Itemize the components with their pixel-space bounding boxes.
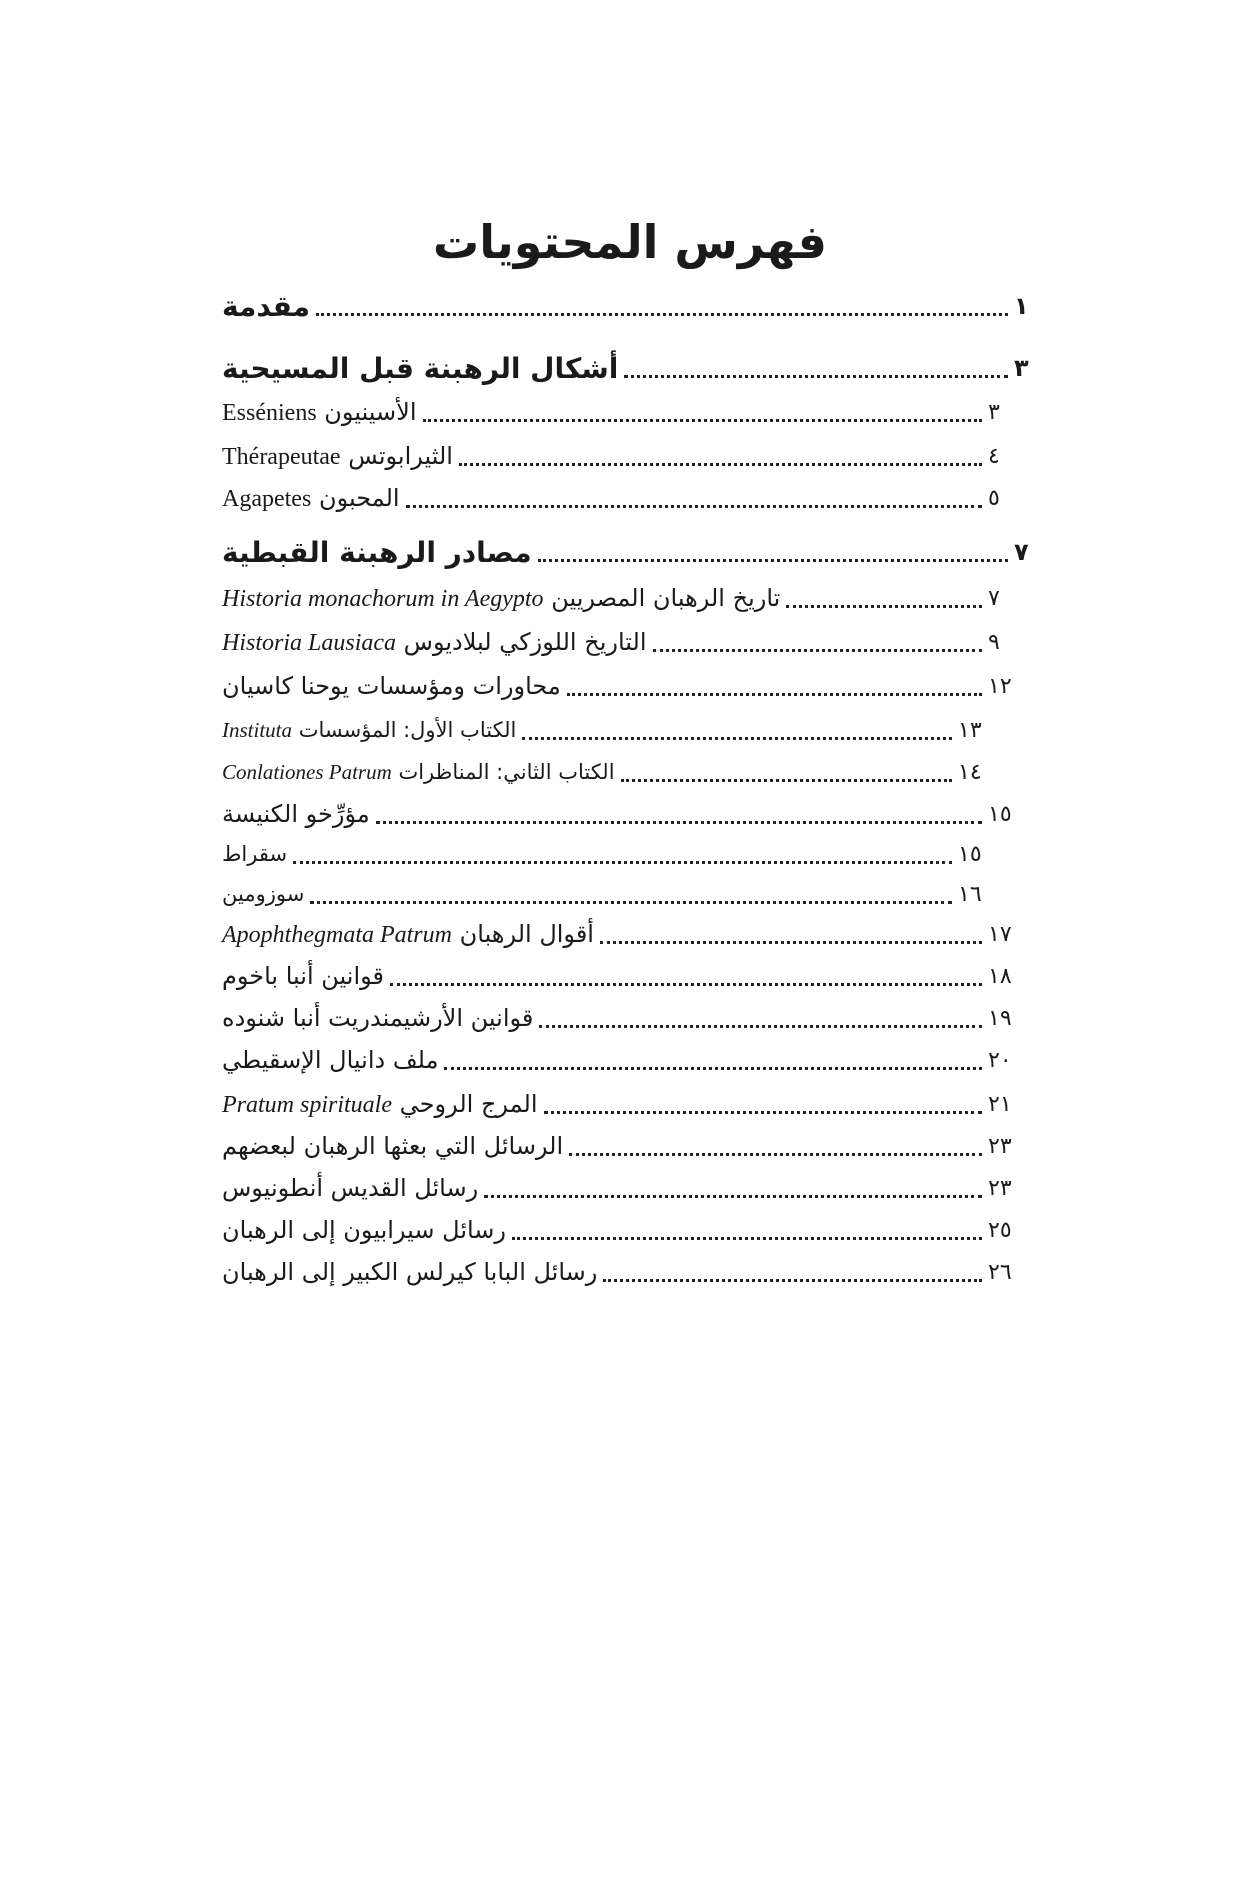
toc-entry-title	[222, 290, 310, 323]
toc-entry-title	[222, 352, 618, 385]
toc-entry-title	[222, 1216, 506, 1244]
toc-entry-title	[222, 842, 287, 866]
toc-entry	[222, 434, 1014, 478]
toc-entry-title	[222, 442, 453, 471]
toc-entry-title-text: قوانين الأرشيمندريت أنبا شنوده	[222, 1004, 534, 1032]
toc-entry	[222, 576, 1014, 620]
toc-entry-title	[222, 962, 384, 990]
toc-entry-title	[222, 920, 594, 949]
toc-entry-title	[222, 1174, 478, 1202]
toc-entry	[222, 912, 1014, 956]
toc-entry	[222, 664, 1014, 708]
toc-entry-title-text: الرسائل التي بعثها الرهبان لبعضهم	[222, 1132, 564, 1160]
toc-entry	[222, 284, 1040, 328]
dot-leader	[406, 505, 982, 508]
toc-entry	[222, 750, 984, 794]
dot-leader	[603, 1279, 982, 1282]
toc-page-number: ١٦	[958, 881, 982, 907]
toc-page-number: ١٤	[958, 759, 982, 785]
page-title: فهرس المحتويات	[432, 215, 827, 269]
dot-leader	[600, 941, 982, 944]
toc-entry-title-text: المحبون	[318, 483, 400, 512]
toc-entry-title-text: التاريخ اللوزكي لبلاديوس	[403, 627, 647, 656]
toc-entry	[222, 1082, 1014, 1126]
toc-entry-title-text: مقدمة	[222, 289, 310, 323]
toc-page-number: ١٣	[958, 717, 982, 743]
dot-leader	[569, 1153, 982, 1156]
toc-entry-title-text: الثيرابوتس	[348, 441, 453, 470]
toc-entry	[222, 1166, 1014, 1210]
dot-leader	[786, 605, 982, 608]
toc-entry-title	[222, 1132, 563, 1160]
toc-entry-title-text: رسائل القديس أنطونيوس	[222, 1174, 479, 1202]
toc-entry-title	[222, 1004, 533, 1032]
toc-entry-title	[222, 398, 417, 427]
dot-leader	[567, 693, 982, 696]
toc-entry	[222, 996, 1014, 1040]
toc-page-number: ٧	[1014, 538, 1029, 566]
toc-entry-title	[222, 1046, 438, 1074]
toc-page-number: ٢٣	[988, 1175, 1012, 1201]
toc-page-number: ٤	[988, 443, 1000, 469]
toc-entry	[222, 476, 1014, 520]
toc-entry-title-text: أشكال الرهبنة قبل المسيحية	[222, 351, 619, 385]
toc-page-number: ٩	[988, 629, 1000, 655]
toc-page-number: ٢٠	[988, 1047, 1012, 1073]
toc-entry-title	[222, 484, 400, 513]
toc-entry-title-text: سوزومين	[222, 882, 305, 906]
toc-entry-title-text: قوانين أنبا باخوم	[222, 962, 384, 990]
toc-entry-latin-title: Historia Lausiaca	[222, 629, 397, 656]
toc-page-number: ٥	[988, 485, 1000, 511]
toc-entry-title	[222, 584, 780, 613]
toc-entry	[222, 390, 1014, 434]
toc-page-number: ٢٣	[988, 1133, 1012, 1159]
toc-entry	[222, 1124, 1014, 1168]
toc-page-number: ١٨	[988, 963, 1012, 989]
dot-leader	[310, 901, 952, 904]
toc-entry	[222, 530, 1040, 574]
toc-page-number: ١	[1014, 292, 1029, 320]
dot-leader	[444, 1067, 982, 1070]
toc-entry-title-text: مؤرِّخو الكنيسة	[222, 800, 370, 828]
toc-entry-title	[222, 760, 615, 785]
toc-entry	[222, 792, 1014, 836]
toc-page-number: ١٧	[988, 921, 1012, 947]
dot-leader	[316, 313, 1008, 316]
dot-leader	[484, 1195, 982, 1198]
toc-page-number: ٣	[1014, 354, 1029, 382]
toc-entry-latin-title: Pratum spirituale	[222, 1091, 393, 1118]
toc-entry	[222, 708, 984, 752]
toc-entry-latin-title: Conlationes Patrum	[222, 759, 392, 784]
toc-entry-latin-title: Thérapeutae	[222, 443, 341, 470]
toc-entry-latin-title: Agapetes	[222, 485, 312, 512]
toc-entry-latin-title: Instituta	[222, 717, 293, 742]
toc-entry	[222, 872, 984, 916]
toc-entry	[222, 1038, 1014, 1082]
toc-entry-title	[222, 1090, 538, 1119]
toc-entry-latin-title: Esséniens	[222, 399, 317, 426]
toc-entry-title-text: سقراط	[222, 842, 288, 866]
toc-entry-title	[222, 672, 561, 700]
toc-entry-latin-title: Historia monachorum in Aegypto	[222, 585, 544, 612]
toc-page-number: ٢٥	[988, 1217, 1012, 1243]
toc-entry-title-text: أقوال الرهبان	[459, 919, 594, 948]
dot-leader	[293, 861, 952, 864]
dot-leader	[423, 419, 982, 422]
toc-page-number: ١٢	[988, 673, 1012, 699]
dot-leader	[459, 463, 982, 466]
dot-leader	[522, 737, 952, 740]
toc-page-number: ٢١	[988, 1091, 1012, 1117]
dot-leader	[390, 983, 982, 986]
toc-entry-title	[222, 718, 516, 743]
dot-leader	[539, 1025, 982, 1028]
dot-leader	[512, 1237, 982, 1240]
toc-page-number: ١٩	[988, 1005, 1012, 1031]
toc-entry-title-text: الكتاب الثاني: المناظرات	[398, 759, 615, 784]
toc-entry-title-text: محاورات ومؤسسات يوحنا كاسيان	[222, 672, 561, 700]
toc-entry	[222, 1208, 1014, 1252]
toc-entry-title	[222, 882, 304, 906]
toc-entry-title-text: مصادر الرهبنة القبطية	[222, 535, 532, 569]
toc-page-number: ٧	[988, 585, 1000, 611]
dot-leader	[653, 649, 982, 652]
toc-entry-title-text: الأسينيون	[324, 397, 417, 426]
dot-leader	[538, 559, 1008, 562]
toc-entry-title-text: رسائل البابا كيرلس الكبير إلى الرهبان	[222, 1258, 598, 1286]
toc-entry	[222, 346, 1040, 390]
toc-entry-title	[222, 800, 370, 828]
toc-entry-title-text: الكتاب الأول: المؤسسات	[298, 717, 517, 742]
toc-entry	[222, 832, 984, 876]
toc-page-number: ٣	[988, 399, 1000, 425]
toc-entry-title	[222, 628, 647, 657]
dot-leader	[624, 375, 1008, 378]
dot-leader	[376, 821, 982, 824]
toc-entry	[222, 620, 1014, 664]
toc-entry-title-text: رسائل سيرابيون إلى الرهبان	[222, 1216, 507, 1244]
dot-leader	[621, 779, 952, 782]
toc-entry-title	[222, 536, 532, 569]
toc-entry-title-text: تاريخ الرهبان المصريين	[551, 583, 781, 612]
toc-entry	[222, 954, 1014, 998]
dot-leader	[544, 1111, 982, 1114]
toc-page-number: ٢٦	[988, 1259, 1012, 1285]
toc-entry-title	[222, 1258, 597, 1286]
toc-entry-title-text: ملف دانيال الإسقيطي	[222, 1046, 439, 1074]
toc-entry-latin-title: Apophthegmata Patrum	[222, 921, 452, 948]
toc-entry-title-text: المرج الروحي	[399, 1089, 538, 1118]
toc-entry	[222, 1250, 1014, 1294]
toc-page-number: ١٥	[958, 841, 982, 867]
toc-page-number: ١٥	[988, 801, 1012, 827]
